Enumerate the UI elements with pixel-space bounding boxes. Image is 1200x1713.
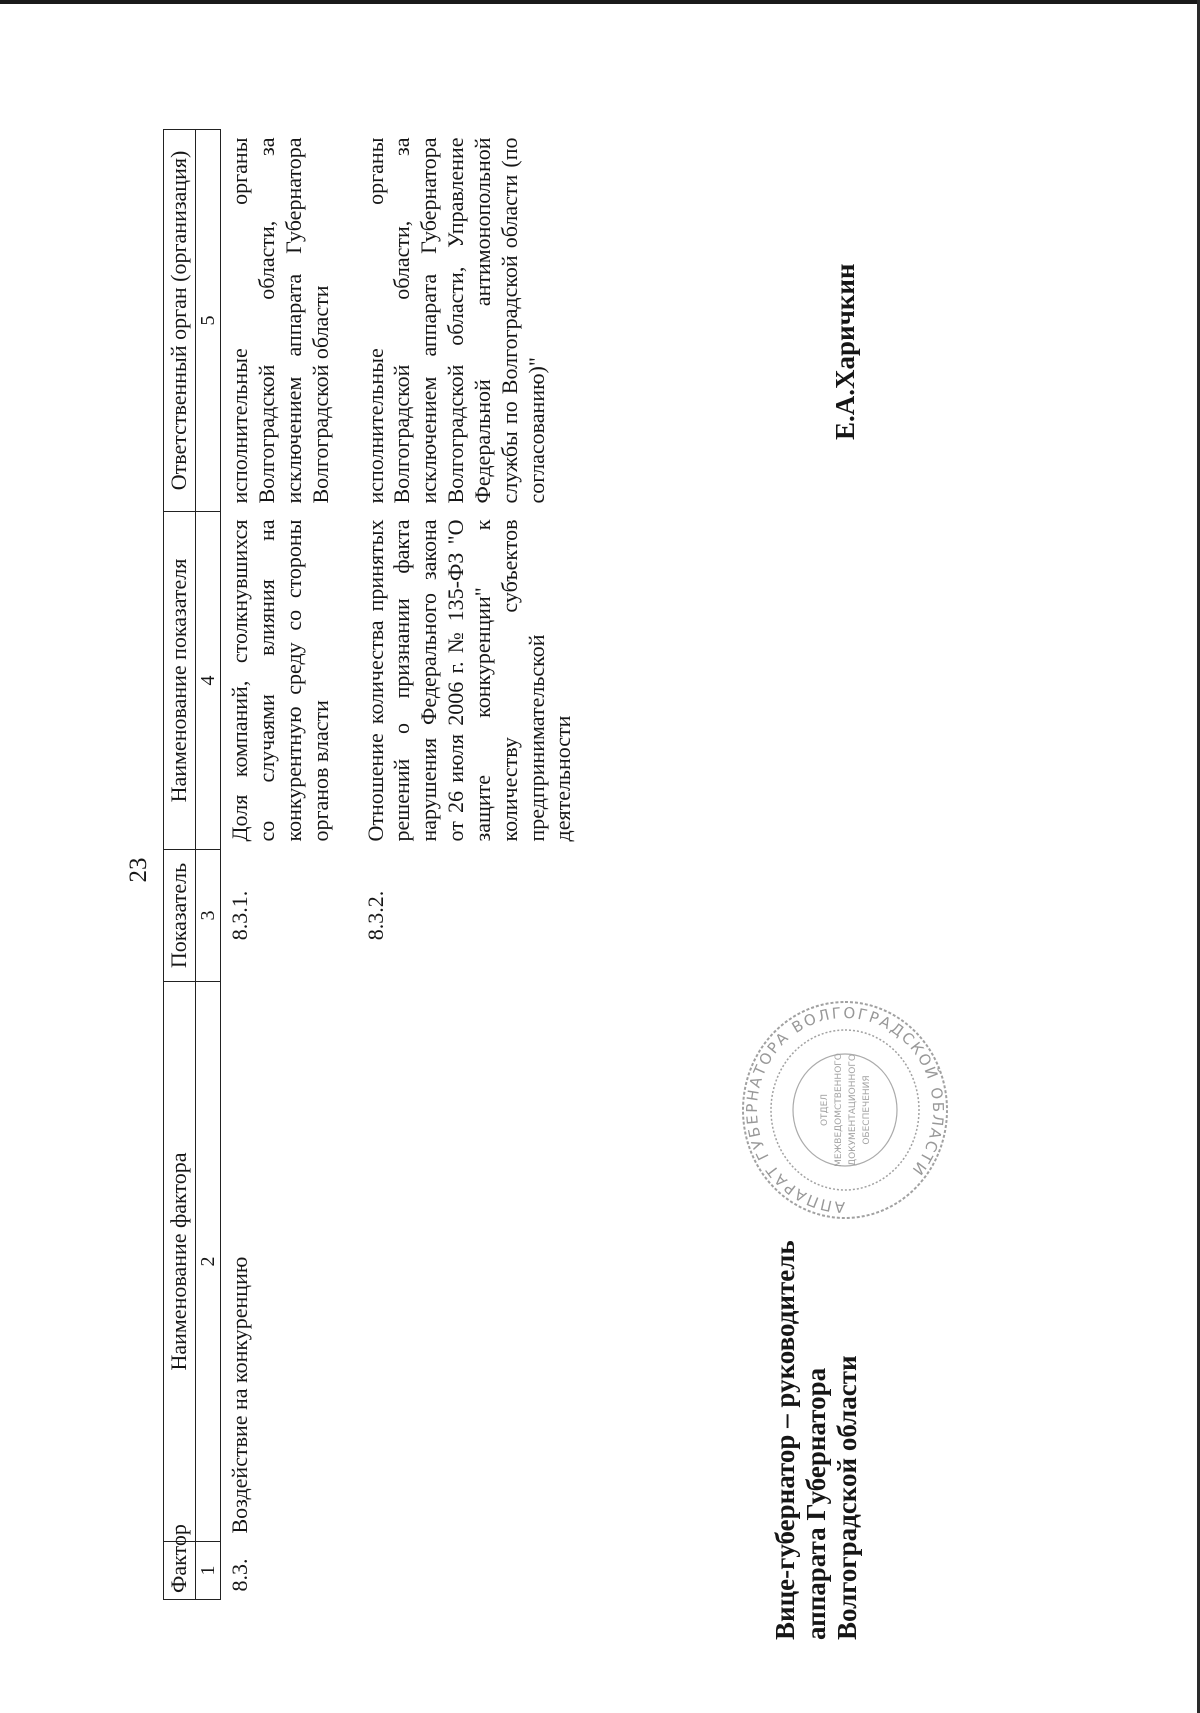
responsible-body: исполнительные органы Волгоградской области, за исключением аппарата Губернатора Волгоградской области xyxy=(227,137,333,504)
header-responsible: Ответственный орган (организация) xyxy=(164,130,196,512)
svg-text:АППАРАТ ГУБЕРНАТОРА ВОЛГОГРАДС xyxy=(743,1004,947,1216)
header-factor: Фактор xyxy=(164,1542,196,1600)
factor-code xyxy=(357,1542,600,1600)
stamp-inner-line: ОБЕСПЕЧЕНИЯ xyxy=(862,1075,872,1145)
scan-edge-top xyxy=(0,0,1200,4)
header-indicator-name: Наименование показателя xyxy=(164,512,196,850)
header-indicator: Показатель xyxy=(164,850,196,982)
table-header-row xyxy=(164,130,196,1600)
rotated-page xyxy=(125,90,1125,1650)
factor-name xyxy=(357,982,600,1542)
signer-title-line: Вице-губернатор – руководитель xyxy=(770,1240,800,1640)
stamp-inner-line: ДОКУМЕНТАЦИОННОГО xyxy=(848,1054,858,1166)
table-row xyxy=(221,130,357,1600)
table-row xyxy=(357,130,600,1600)
indicator-code: 8.3.2. xyxy=(362,890,388,941)
column-number: 5 xyxy=(195,130,220,512)
column-number: 3 xyxy=(195,850,220,982)
indicator-code: 8.3.1. xyxy=(227,890,253,941)
signer-name: Е.А.Харичкин xyxy=(830,263,860,440)
page-number: 23 xyxy=(125,857,152,883)
indicator-name: Доля компаний, столкнувшихся со случаями влияния на конкурентную среду со стороны органов власти xyxy=(227,519,333,842)
column-number-row xyxy=(195,130,220,1600)
stamp-outer-text: АППАРАТ ГУБЕРНАТОРА ВОЛГОГРАДСКОЙ ОБЛАСТИ xyxy=(742,1003,948,1217)
column-number: 2 xyxy=(195,982,220,1542)
factors-table xyxy=(163,129,599,1600)
stamp-inner-line: ОТДЕЛ xyxy=(820,1093,830,1127)
indicator-name: Отношение количества принятых решений о признании факта нарушения Федерального закона от 26 июля 2006 г. № 135-ФЗ "О защите конкуренции" к количеству субъектов предпринимательской деятельности xyxy=(362,519,576,842)
official-stamp xyxy=(735,990,955,1230)
factor-name: Воздействие на конкуренцию xyxy=(227,1256,253,1534)
factor-code: 8.3. xyxy=(227,1558,253,1592)
signer-title-line: аппарата Губернатора xyxy=(800,1367,831,1640)
signer-title-line: Волгоградской области xyxy=(831,1355,862,1640)
header-factor-name: Наименование фактора xyxy=(164,982,196,1542)
signature-block xyxy=(735,90,955,1650)
column-number: 1 xyxy=(195,1542,220,1600)
stamp-inner-line: МЕЖВЕДОМСТВЕННОГО xyxy=(834,1053,844,1167)
responsible-body: исполнительные органы Волгоградской области, за исключением аппарата Губернатора Волгоградской области, Управление Федеральной антимонопольной службы по Волгоградской области (по согласованию)" xyxy=(362,137,549,504)
column-number: 4 xyxy=(195,512,220,850)
